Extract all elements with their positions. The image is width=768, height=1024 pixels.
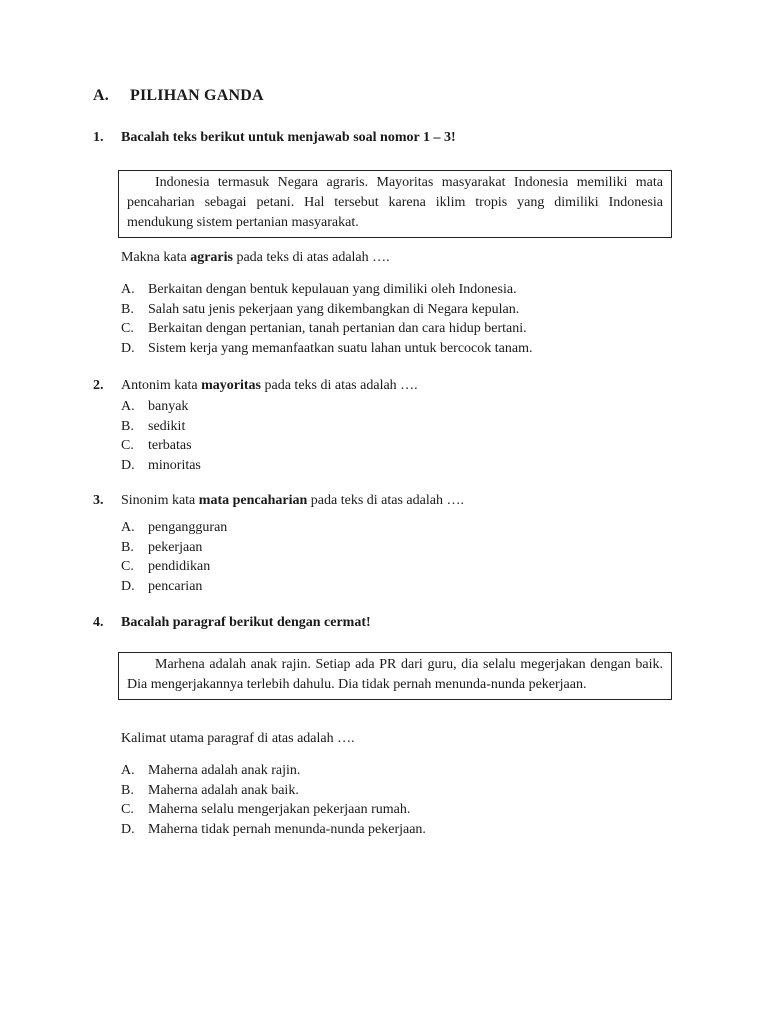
question-2-suffix: pada teks di atas adalah …. <box>261 378 418 393</box>
option-text: terbatas <box>148 438 192 453</box>
option-item[interactable] <box>121 436 201 456</box>
option-letter: A. <box>121 763 135 778</box>
option-text: Maherna tidak pernah menunda-nunda pekerjaan. <box>148 821 426 837</box>
section-title: PILIHAN GANDA <box>130 87 264 104</box>
option-item[interactable] <box>121 397 201 417</box>
option-letter: B. <box>121 301 134 317</box>
question-4-text: Kalimat utama paragraf di atas adalah …. <box>121 731 355 746</box>
question-2-options <box>121 397 201 475</box>
option-text: pendidikan <box>148 559 211 574</box>
option-item[interactable] <box>121 417 201 437</box>
option-text: minoritas <box>148 457 201 473</box>
option-item[interactable] <box>121 456 201 476</box>
question-1-text <box>121 250 390 266</box>
option-letter: A. <box>121 399 135 414</box>
option-item[interactable] <box>121 557 227 577</box>
section-heading <box>93 87 264 105</box>
question-3-keyword: mata pencaharian <box>198 493 308 508</box>
option-letter: D. <box>121 457 135 473</box>
option-letter: A. <box>121 520 135 535</box>
question-2-number: 2. <box>93 378 104 393</box>
option-text: pengangguran <box>148 520 228 535</box>
option-letter: B. <box>121 782 134 798</box>
question-3-text <box>121 493 464 509</box>
option-item[interactable] <box>121 518 227 538</box>
question-4-number: 4. <box>93 615 104 630</box>
question-1-prefix: Makna kata <box>121 250 191 265</box>
option-item[interactable] <box>121 300 532 320</box>
question-2-keyword: mayoritas <box>201 378 261 393</box>
question-3-prefix: Sinonim kata <box>121 493 199 508</box>
option-item[interactable] <box>121 538 227 558</box>
question-1-instruction: Bacalah teks berikut untuk menjawab soal nomor 1 – 3! <box>121 130 456 145</box>
option-text: banyak <box>148 399 189 414</box>
option-letter: C. <box>121 438 134 453</box>
passage-2-text: Marhena adalah anak rajin. Setiap ada PR dari guru, dia selalu megerjakan dengan baik. Dia mengerjakannya terlebih dahulu. Dia tidak pernah menunda-nunda pekerjaan. <box>127 657 663 692</box>
option-letter: B. <box>121 418 134 434</box>
section-letter: A. <box>93 87 109 104</box>
question-1-keyword: agraris <box>190 250 233 265</box>
option-item[interactable] <box>121 800 426 820</box>
option-item[interactable] <box>121 761 426 781</box>
passage-box-1 <box>118 170 672 238</box>
option-text: Berkaitan dengan pertanian, tanah pertanian dan cara hidup bertani. <box>148 321 527 336</box>
question-3-number: 3. <box>93 493 104 508</box>
option-letter: A. <box>121 282 135 297</box>
option-text: Berkaitan dengan bentuk kepulauan yang dimiliki oleh Indonesia. <box>148 282 517 297</box>
option-text: sedikit <box>148 418 186 434</box>
passage-box-2 <box>118 652 672 700</box>
question-4-options <box>121 761 426 839</box>
question-3-options <box>121 518 227 596</box>
question-2-text <box>121 378 418 394</box>
question-1-options <box>121 280 532 358</box>
option-text: pekerjaan <box>148 539 203 555</box>
option-letter: D. <box>121 821 135 837</box>
option-item[interactable] <box>121 339 532 359</box>
option-item[interactable] <box>121 319 532 339</box>
option-text: Salah satu jenis pekerjaan yang dikembangkan di Negara kepulan. <box>148 301 520 317</box>
option-text: Maherna selalu mengerjakan pekerjaan rumah. <box>148 802 411 817</box>
passage-1-text: Indonesia termasuk Negara agraris. Mayoritas masyarakat Indonesia memiliki mata pencaharian sebagai petani. Hal tersebut karena iklim tropis yang dimiliki Indonesia mendukung sistem pertanian masyarakat. <box>127 175 663 230</box>
question-1-suffix: pada teks di atas adalah …. <box>232 250 390 265</box>
option-letter: D. <box>121 340 135 356</box>
option-letter: D. <box>121 578 135 594</box>
question-3-suffix: pada teks di atas adalah …. <box>307 493 464 508</box>
option-text: Maherna adalah anak baik. <box>148 782 299 798</box>
option-item[interactable] <box>121 280 532 300</box>
option-text: pencarian <box>148 578 203 594</box>
option-text: Sistem kerja yang memanfaatkan suatu lahan untuk bercocok tanam. <box>148 340 533 356</box>
question-1-number: 1. <box>93 130 104 145</box>
option-letter: C. <box>121 802 134 817</box>
question-2-prefix: Antonim kata <box>121 378 202 393</box>
option-letter: C. <box>121 321 134 336</box>
question-4-instruction: Bacalah paragraf berikut dengan cermat! <box>121 615 371 630</box>
option-letter: C. <box>121 559 134 574</box>
option-item[interactable] <box>121 781 426 801</box>
option-item[interactable] <box>121 820 426 840</box>
option-letter: B. <box>121 539 134 555</box>
option-item[interactable] <box>121 577 227 597</box>
option-text: Maherna adalah anak rajin. <box>148 763 301 778</box>
